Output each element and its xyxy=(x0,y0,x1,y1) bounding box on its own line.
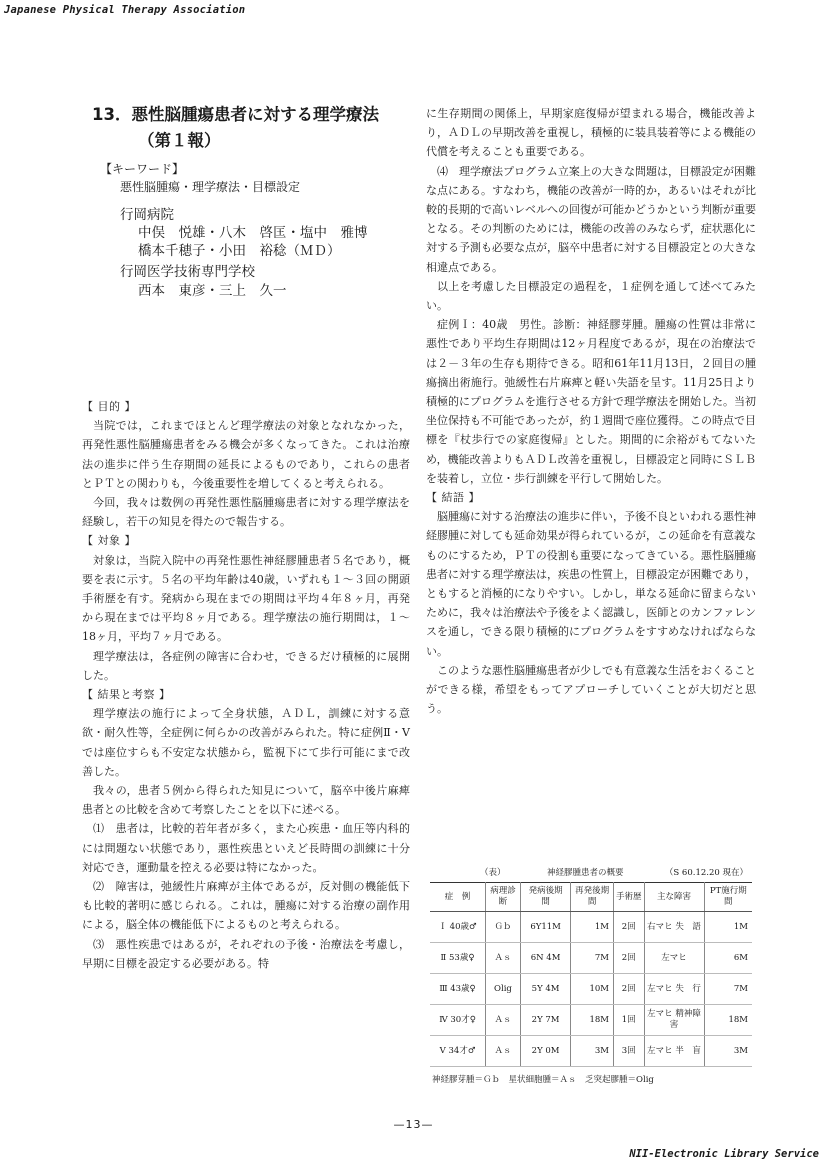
authors-line-3: 西本 東彦・三上 久一 xyxy=(138,283,287,299)
library-footer: NII-Electronic Library Service xyxy=(629,1148,819,1160)
table-cell: Ⅱ 53歳♀ xyxy=(430,943,486,974)
paragraph: 症例Ｉ：40歳 男性。診断：神経膠芽腫。腫瘍の性質は非常に悪性であり平均生存期間は12ヶ月程度であるが，現在の治療法では２－３年の生存も期待できる。昭和61年11月13日，２回目の腫瘍摘出術施行。弛緩性右片麻痺と軽い失語を呈す。11月25日より積極的にプログラムを進行させる方針で理学療法を開始した。当初坐位保持も不可能であったが，約１週間で座位獲得。この時点で目標を『杖歩行での家庭復帰』とした。期間的に余裕がもてないため，機能改善よりもＡＤＬ改善を重視し，目標設定と同時にＳＬＢを装着し，立位・歩行訓練を平行して開始した。 xyxy=(426,318,756,485)
affiliation-hospital: 行岡病院 xyxy=(120,207,174,223)
table-cell: Ａｓ xyxy=(486,1005,521,1036)
table-header-cell: 発病後期 間 xyxy=(520,883,571,912)
keywords-heading: 【キーワード】 xyxy=(100,162,185,176)
table-cell: 2Y 0M xyxy=(520,1036,571,1067)
table-footnote: 神経膠芽腫＝Ｇｂ 星状細胞腫＝Ａｓ 乏突起膠腫＝Olig xyxy=(432,1075,654,1085)
table-row xyxy=(430,1005,752,1036)
table-row xyxy=(430,943,752,974)
table-cell: Ｉ 40歳♂ xyxy=(430,912,486,943)
paragraph: 対象は，当院入院中の再発性悪性神経膠腫患者５名であり，概要を表に示す。５名の平均年齢は40歳，いずれも１～３回の開頭手術歴を有す。発病から現在までの期間は平均４年８ヶ月，再発から現在までは平均８ヶ月である。理学療法の施行期間は，１～18ヶ月，平均７ヶ月である。 xyxy=(82,553,410,644)
paragraph: このような悪性脳腫瘍患者が少しでも有意義な生活をおくることができる様，希望をもってアプローチしていくことが大切だと思う。 xyxy=(426,663,756,716)
table-cell: 左マヒ 精神障害 xyxy=(644,1005,704,1036)
section-heading-conclusion: 【 結語 】 xyxy=(426,491,480,505)
table-header-cell: PT施行期 間 xyxy=(704,883,752,912)
table-cell: 6N 4M xyxy=(520,943,571,974)
table-caption xyxy=(430,866,752,882)
authors-line-1: 中俣 悦雄・八木 啓匡・塩中 雅博 xyxy=(138,225,368,241)
table-row xyxy=(430,1036,752,1067)
table-row xyxy=(430,912,752,943)
table-cell: 2Y 7M xyxy=(520,1005,571,1036)
paragraph: 当院では，これまでほとんど理学療法の対象となれなかった，再発性悪性脳腫瘍患者をみる機会が多くなってきた。これは治療法の進歩に伴う生存期間の延長によるものであり，これらの患者とＰＴとの関わりも，今後重要性を増してくると考えられる。 xyxy=(82,419,410,490)
title-line-1: 13．悪性脳腫瘍患者に対する理学療法 xyxy=(92,105,379,124)
paragraph: 脳腫瘍に対する治療法の進歩に伴い，予後不良といわれる悪性神経膠腫に対しても延命効果が得られているが，この延命を有意義なものにするため，ＰＴの役割も重要になってきている。悪性脳腫瘍患者に対する理学療法は，疾患の性質上，目標設定が困難であり，ともすると消極的になりやすい。しかし，単なる延命に留まらないために，我々は治療法や予後をよく認識し，医師とのカンファレンスを通し，できる限り積極的にプログラムをすすめなければならない。 xyxy=(426,510,756,658)
section-heading-purpose: 【 目的 】 xyxy=(82,400,136,413)
table-cell: 2回 xyxy=(613,974,644,1005)
list-item: ⑵ 障害は，弛緩性片麻痺が主体であるが，反対側の機能低下も比較的著明に感じられる。これは，腫瘍に対する治療の副作用による，脳全体の機能低下によるものと考えられる。 xyxy=(82,880,410,932)
article-title xyxy=(92,102,412,154)
table-cell: 左マヒ 半 盲 xyxy=(644,1036,704,1067)
table-cell: 1M xyxy=(571,912,614,943)
table-cell: 右マヒ 失 語 xyxy=(644,912,704,943)
table-cell: Ⅲ 43歳♀ xyxy=(430,974,486,1005)
table-row xyxy=(430,974,752,1005)
table-cell: Ｇｂ xyxy=(486,912,521,943)
table-cell: 3M xyxy=(571,1036,614,1067)
table-cell: 3M xyxy=(704,1036,752,1067)
paragraph: に生存期間の関係上，早期家庭復帰が望まれる場合，機能改善より，ＡＤＬの早期改善を重視し，積極的に装具装着等による機能の代償を考えることも重要である。 xyxy=(426,107,756,159)
list-item: ⑷ 理学療法プログラム立案上の大きな問題は，目標設定が困難な点にある。すなわち，機能の改善が一時的か，あるいはそれが比較的長期的で高いレベルへの回復が可能かどうかという判断が重要となる。その判断のためには，機能の改善のみならず，症状悪化に対する予測も必要な点が，脳卒中患者に対する目標設定との大きな相違点である。 xyxy=(426,164,756,274)
title-line-2: （第１報） xyxy=(138,131,221,150)
table-cell: 6M xyxy=(704,943,752,974)
table-cell: 3回 xyxy=(613,1036,644,1067)
table-cell: 10M xyxy=(571,974,614,1005)
page-number: —13— xyxy=(393,1118,434,1131)
list-item: ⑴ 患者は，比較的若年者が多く，また心疾患・血圧等内科的には問題ない状態であり，悪性疾患といえど長時間の訓練に十分対応でき，運動量を控える必要は特になかった。 xyxy=(82,822,410,874)
table-cell: 6Y11M xyxy=(520,912,571,943)
patient-table xyxy=(430,882,756,1067)
table-cell: 2回 xyxy=(613,912,644,943)
table-cell: 左マヒ 失 行 xyxy=(644,974,704,1005)
table-cell: 18M xyxy=(571,1005,614,1036)
paragraph: 理学療法の施行によって全身状態，ＡＤＬ，訓練に対する意欲・耐久性等，全症例に何らかの改善がみられた。特に症例Ⅱ・Ⅴでは座位すらも不安定な状態から，監視下にて歩行可能にまで改善した。 xyxy=(82,707,410,778)
paragraph: 今回，我々は数例の再発性悪性脳腫瘍患者に対する理学療法を経験し，若干の知見を得たので報告する。 xyxy=(82,496,410,529)
table-cell: 5Y 4M xyxy=(520,974,571,1005)
right-column xyxy=(426,104,756,719)
table-cell: Ⅳ 30才♀ xyxy=(430,1005,486,1036)
table-header-cell: 再発後期 間 xyxy=(571,883,614,912)
paragraph: 以上を考慮した目標設定の過程を，１症例を通して述べてみたい。 xyxy=(426,279,756,313)
journal-header: Japanese Physical Therapy Association xyxy=(4,4,246,16)
table-caption-label: （表） xyxy=(480,868,506,878)
affiliation-school: 行岡医学技術専門学校 xyxy=(120,264,255,280)
table-cell: 2回 xyxy=(613,943,644,974)
table-cell: 7M xyxy=(704,974,752,1005)
table-cell: 7M xyxy=(571,943,614,974)
paragraph: 我々の，患者５例から得られた知見について，脳卒中後片麻痺患者との比較を含めて考察したことを以下に述べる。 xyxy=(82,784,410,817)
table-cell: 1回 xyxy=(613,1005,644,1036)
table-header-cell: 主な障害 xyxy=(644,883,704,912)
table-header-cell: 症 例 xyxy=(430,883,486,912)
patient-table-block xyxy=(430,866,756,1085)
authors-line-2: 橋本千穂子・小田 裕稔（ＭＤ） xyxy=(138,243,341,259)
section-heading-subject: 【 対象 】 xyxy=(82,534,136,548)
list-item: ⑶ 悪性疾患ではあるが，それぞれの予後・治療法を考慮し，早期に目標を設定する必要がある。特 xyxy=(82,937,410,970)
section-heading-results: 【 結果と考察 】 xyxy=(82,688,171,702)
table-cell: 18M xyxy=(704,1005,752,1036)
table-header-row xyxy=(430,883,752,912)
table-cell: Ａｓ xyxy=(486,1036,521,1067)
table-cell: 1M xyxy=(704,912,752,943)
table-header-cell: 病理診断 xyxy=(486,883,521,912)
left-column xyxy=(82,397,410,973)
table-cell: Ⅴ 34才♂ xyxy=(430,1036,486,1067)
table-header-cell: 手術歴 xyxy=(613,883,644,912)
table-caption-title: 神経膠腫患者の概要 xyxy=(546,868,624,878)
table-cell: Olig xyxy=(486,974,521,1005)
paragraph: 理学療法は，各症例の障害に合わせ，できるだけ積極的に展開した。 xyxy=(82,649,410,682)
keywords-text: 悪性脳腫瘍・理学療法・目標設定 xyxy=(120,180,301,194)
table-cell: Ａｓ xyxy=(486,943,521,974)
table-cell: 左マヒ xyxy=(644,943,704,974)
table-caption-date: （S 60.12.20 現在） xyxy=(664,868,748,878)
